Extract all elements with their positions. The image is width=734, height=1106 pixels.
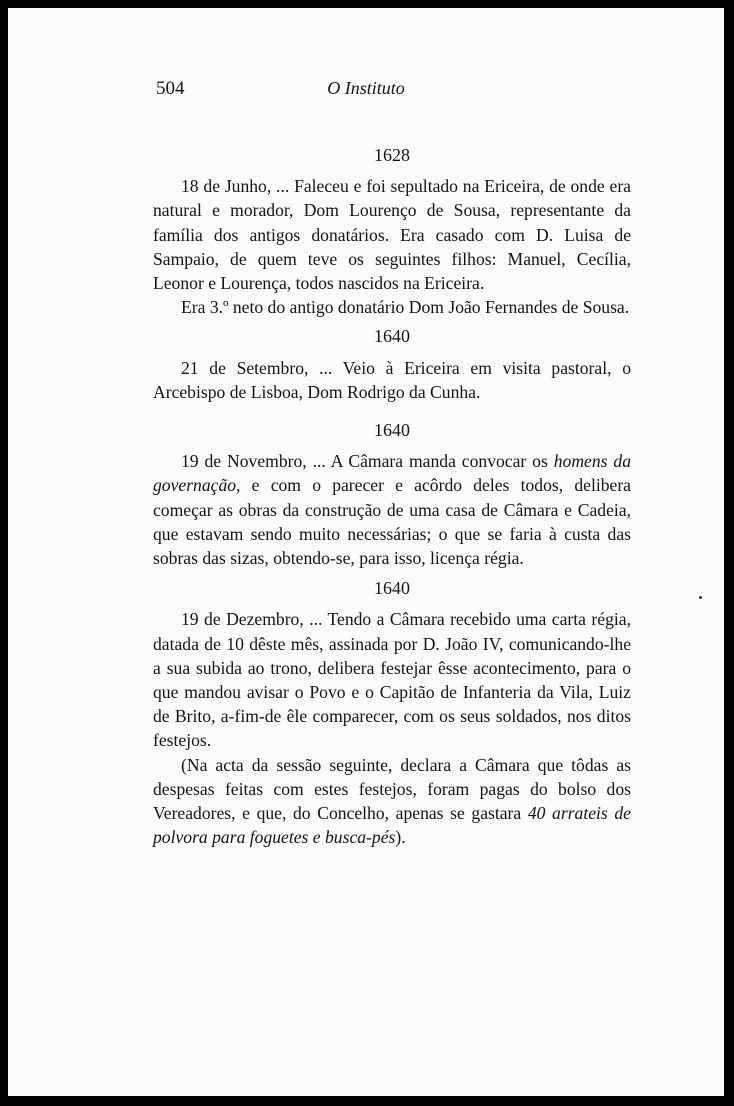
entry-paragraph: 18 de Junho, ... Faleceu e foi sepultado na Ericeira, de onde era natural e morador, Dom Lourenço de Sousa, representante da família dos antigos donatários. Era casado com D. Luisa de Sampaio, de quem teve os seguintes filhos: Manuel, Cecília, Leonor e Lourença, todos nascidos na Ericeira. xyxy=(153,176,631,294)
entry-year: 1640 xyxy=(374,578,410,599)
scan-speck xyxy=(699,596,702,599)
entry-1628 xyxy=(153,143,631,319)
entry-paragraph: 19 de Dezembro, ... Tendo a Câmara recebido uma carta régia, datada de 10 dêste mês, assinada por D. João IV, comunicando-lhe a sua subida ao trono, delibera festejar êsse acontecimento, para o que mandou avisar o Povo e o Capitão de Infanteria da Vila, Luiz de Brito, a-fim-de êle comparecer, com os seus soldados, nos ditos festejos. xyxy=(153,609,631,751)
entry-1640-setembro xyxy=(153,324,631,404)
entry-paragraph: 19 de Novembro, ... A Câmara manda convocar os homens da governação, e com o parecer e acôrdo deles todos, delibera começar as obras da construção de uma casa de Câmara e Cadeia, que estavam sendo muito necessárias; o que se faria à custa das sobras das sizas, obtendo-se, para isso, licença régia. xyxy=(153,451,631,569)
entry-year: 1640 xyxy=(374,420,410,441)
book-page xyxy=(8,8,724,1096)
entry-1640-novembro xyxy=(153,418,631,570)
italic-phrase: 40 arrateis de polvora para foguetes e busca-pés xyxy=(153,803,631,848)
page-number: 504 xyxy=(156,78,185,99)
page-header xyxy=(8,78,724,108)
entry-1640-dezembro xyxy=(153,576,631,849)
entry-paragraph: 21 de Setembro, ... Veio à Ericeira em visita pastoral, o Arcebispo de Lisboa, Dom Rodrigo da Cunha. xyxy=(153,357,631,402)
entry-year: 1640 xyxy=(374,326,410,347)
page-body xyxy=(153,143,631,854)
italic-phrase: homens da governação, xyxy=(153,451,631,496)
entry-paragraph: (Na acta da sessão seguinte, declara a Câmara que tôdas as despesas feitas com estes festejos, foram pagas do bolso dos Vereadores, e que, do Concelho, apenas se gastara 40 arrateis de polvora para foguetes e busca-pés). xyxy=(153,754,631,848)
running-title: O Instituto xyxy=(327,78,405,98)
entry-year: 1628 xyxy=(374,145,410,165)
entry-paragraph: Era 3.º neto do antigo donatário Dom João Fernandes de Sousa. xyxy=(181,297,630,318)
